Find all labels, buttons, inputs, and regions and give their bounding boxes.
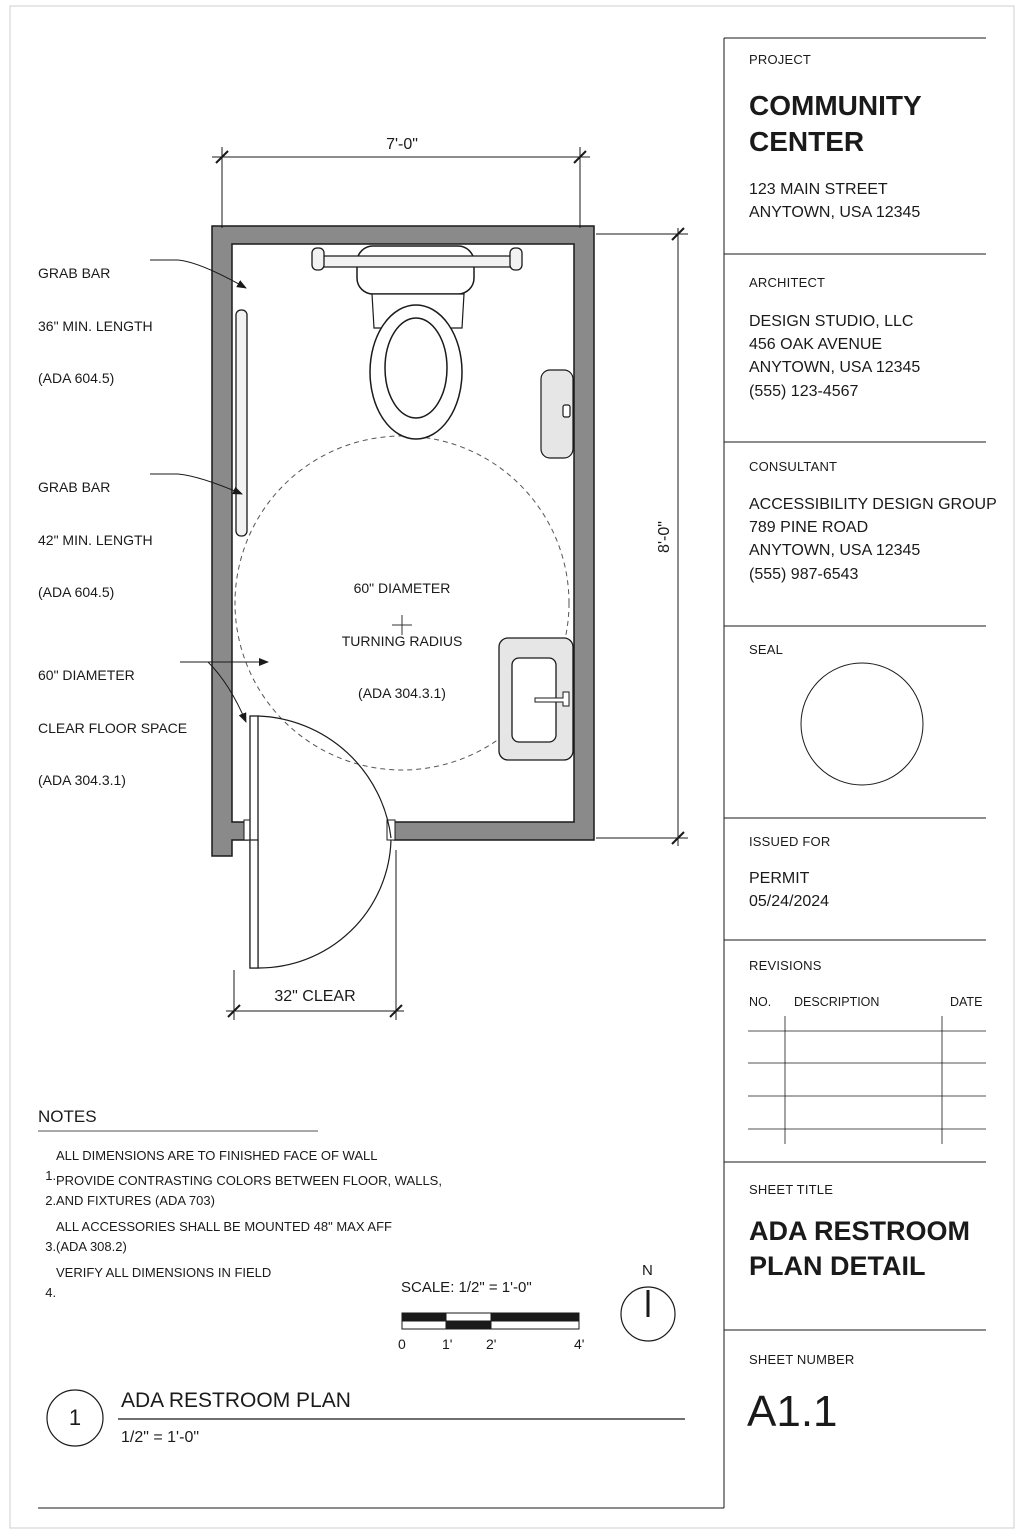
note-item [38, 1217, 56, 1256]
door-swing [250, 716, 391, 968]
lavatory-sink [499, 638, 573, 760]
seal-heading: SEAL [749, 642, 784, 657]
side-grab-bar [236, 310, 247, 536]
grab-bar-rear-callout [38, 230, 153, 405]
note-number: 3. [45, 1238, 57, 1254]
callout-line: TURNING RADIUS [341, 632, 463, 649]
note-text: VERIFY ALL DIMENSIONS IN FIELD [56, 1265, 272, 1280]
plan-title: ADA RESTROOM PLAN [121, 1389, 351, 1412]
callout-line: 60" DIAMETER [38, 667, 135, 683]
scale-tick-label: 1' [442, 1336, 453, 1352]
sheet-title-heading: SHEET TITLE [749, 1182, 834, 1197]
callout-line: (ADA 304.3.1) [38, 772, 126, 788]
plan-scale: 1/2" = 1'-0" [121, 1429, 200, 1446]
revisions-col-date: DATE [950, 995, 983, 1009]
architect-heading: ARCHITECT [749, 275, 826, 290]
plan-number: 1 [68, 1405, 82, 1430]
note-item [38, 1171, 56, 1210]
callout-line: (ADA 304.3.1) [358, 685, 446, 701]
north-label: N [642, 1262, 653, 1279]
issued-info: PERMIT 05/24/2024 [749, 870, 830, 911]
scale-bar [402, 1313, 579, 1329]
note-text: PROVIDE CONTRASTING COLORS BETWEEN FLOOR, WALLS, AND FIXTURES (ADA 703) [56, 1173, 442, 1208]
sheet-title: ADA RESTROOM PLAN DETAIL [749, 1216, 970, 1282]
revisions-col-no: NO. [749, 995, 772, 1009]
consultant-info: ACCESSIBILITY DESIGN GROUP 789 PINE ROAD ANYTOWN, USA 12345 (555) 987-6543 [749, 496, 997, 583]
callout-line: 42" MIN. LENGTH [38, 531, 153, 548]
height-dimension-label: 8'-0" [656, 521, 673, 553]
callout-line: 36" MIN. LENGTH [38, 317, 153, 334]
note-number: 2. [45, 1192, 57, 1208]
callout-line: GRAB BAR [38, 479, 111, 495]
note-number: 1. [45, 1167, 57, 1183]
toilet [357, 246, 474, 439]
callout-line: GRAB BAR [38, 265, 111, 281]
project-address: 123 MAIN STREET ANYTOWN, USA 12345 [749, 181, 921, 222]
turning-radius-label [322, 545, 482, 720]
seal-circle [801, 663, 923, 785]
revisions-heading: REVISIONS [749, 958, 822, 973]
project-name: COMMUNITY CENTER [749, 90, 922, 158]
scale-tick-label: 0 [398, 1336, 406, 1352]
clear-floor-callout [38, 632, 187, 807]
revisions-col-description: DESCRIPTION [794, 995, 880, 1009]
sheet-number: A1.1 [747, 1387, 838, 1436]
project-heading: PROJECT [749, 52, 812, 67]
note-text: ALL DIMENSIONS ARE TO FINISHED FACE OF WALL [56, 1148, 378, 1163]
callout-line: CLEAR FLOOR SPACE [38, 719, 188, 736]
architect-info: DESIGN STUDIO, LLC 456 OAK AVENUE ANYTOWN, USA 12345 (555) 123-4567 [749, 313, 921, 400]
callout-line: 60" DIAMETER [353, 580, 451, 596]
sheet-number-heading: SHEET NUMBER [749, 1352, 855, 1367]
note-number: 4. [45, 1284, 57, 1300]
width-dimension-label: 7'-0" [386, 136, 418, 153]
scale-tick-label: 4' [574, 1336, 585, 1352]
notes-title: NOTES [38, 1107, 97, 1126]
scale-tick-label: 2' [486, 1336, 497, 1352]
toilet-paper-dispenser [541, 370, 573, 458]
note-text: ALL ACCESSORIES SHALL BE MOUNTED 48" MAX AFF (ADA 308.2) [56, 1219, 392, 1254]
north-arrow-icon [621, 1287, 675, 1341]
note-item [38, 1263, 56, 1302]
callout-line: (ADA 604.5) [38, 370, 115, 386]
door-clear-label: 32" CLEAR [274, 988, 356, 1005]
consultant-heading: CONSULTANT [749, 459, 838, 474]
callout-line: (ADA 604.5) [38, 584, 115, 600]
scale-bar-label: SCALE: 1/2" = 1'-0" [401, 1279, 532, 1296]
grab-bar-side-callout [38, 444, 153, 619]
dimension-width [212, 147, 590, 228]
issued-heading: ISSUED FOR [749, 834, 831, 849]
revisions-table [748, 1016, 986, 1144]
